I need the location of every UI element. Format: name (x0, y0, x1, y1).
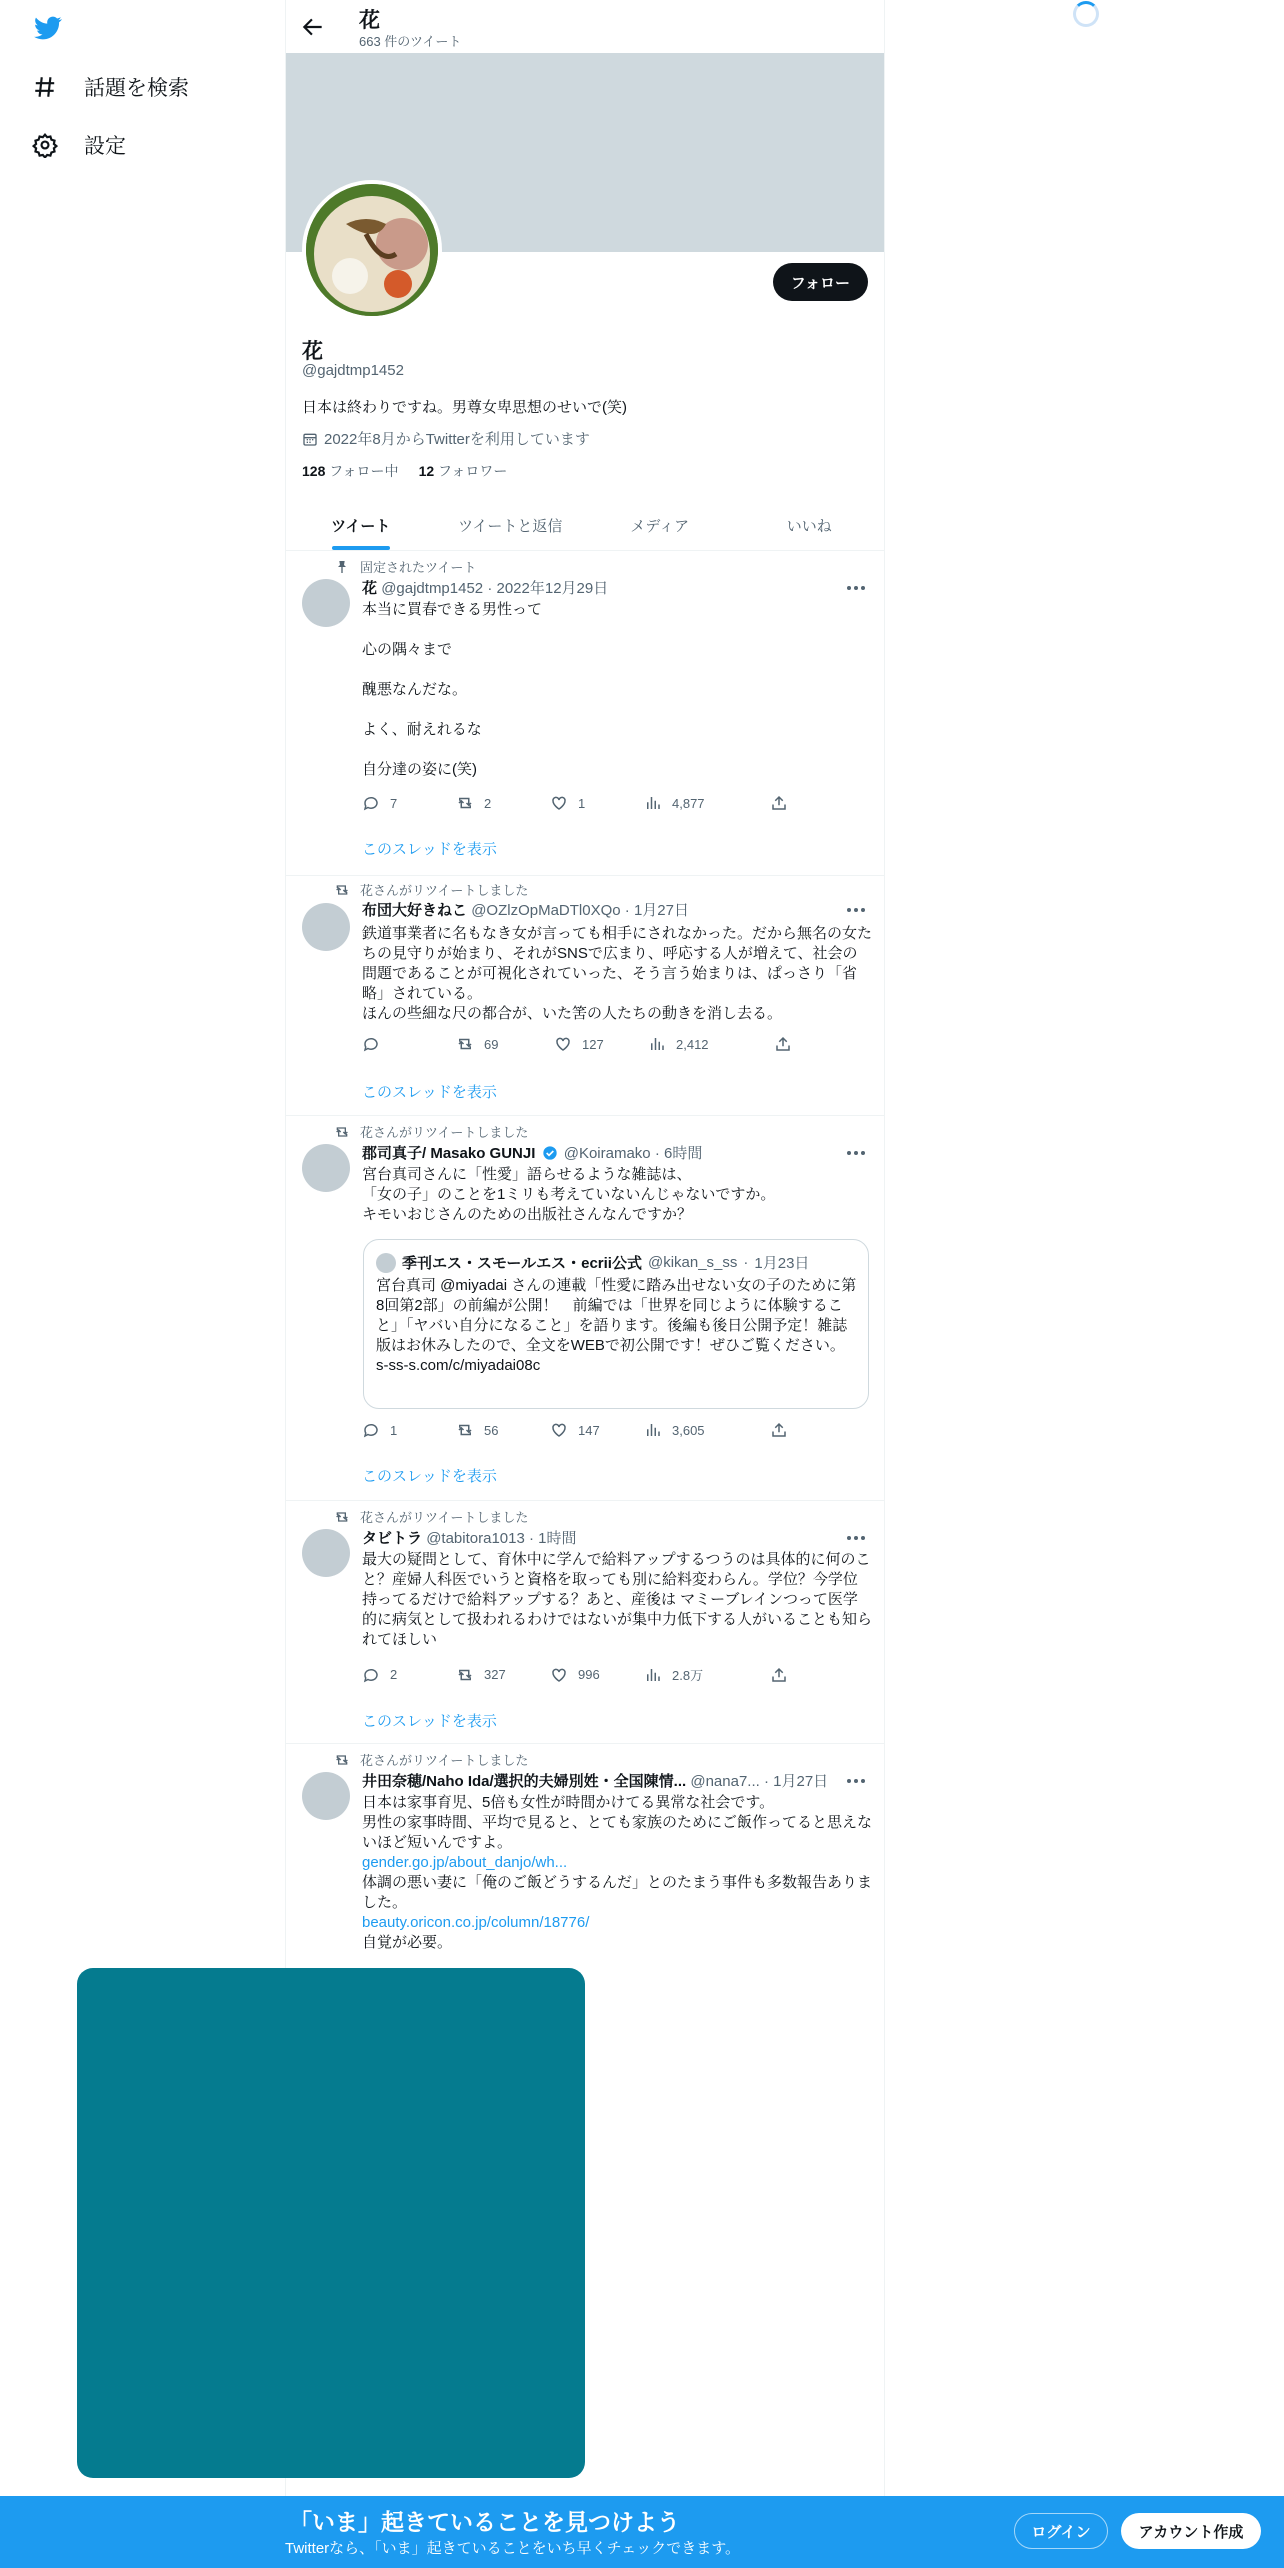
retweet-button[interactable] (456, 1665, 550, 1684)
heart-icon (550, 794, 568, 812)
avatar[interactable] (302, 1772, 350, 1820)
more-icon[interactable] (846, 907, 866, 913)
like-count: 127 (582, 1036, 604, 1052)
following-count: 128 (302, 463, 326, 479)
tweet-author-name[interactable]: 井田奈穂/Naho Ida/選択的夫婦別姓・全国陳情... (362, 1773, 687, 1790)
tweet-link[interactable]: beauty.oricon.co.jp/column/18776/ (362, 1914, 590, 1931)
reply-icon (362, 794, 380, 812)
like-button[interactable] (550, 1421, 644, 1439)
reply-count: 2 (390, 1667, 398, 1682)
tweet-author-handle[interactable]: @Koiramako (563, 1145, 651, 1162)
quoted-tweet-text: 宮台真司 @miyadai さんの連載「性愛に踏み出せない女の子のために第8回第2部」の前編が公開！ 前編では「世界を同じように体験すること」「ヤバい自分になること」を語ります。後編も後日公開予定！雑誌版はお休みしたので、全文をWEBで初公開です！ぜひご覧ください。 s-ss-s.com/c/miyadai08c (376, 1277, 857, 1374)
gear-icon (32, 132, 58, 158)
tweet-text-part: 日本は家事育児、5倍も女性が時間かけてる異常な社会です。 男性の家事時間、平均で見ると、とても家族のためにご飯作ってると思えないほど短いんですよ。 (362, 1794, 873, 1851)
tweet-author-handle[interactable]: @OZlzOpMaDTl0XQo (471, 902, 621, 919)
avatar[interactable] (302, 1144, 350, 1192)
following-link[interactable] (302, 461, 399, 481)
view-count: 4,877 (672, 795, 705, 811)
tweet-text: 最大の疑問として、育休中に学んで給料アップするつうのは具体的に何のこと？産婦人科医でいうと資格を取っても別に給料変わらん。学位？今学位持ってるだけで給料アップする？あと、産後は マミーブレインつって医学的に病気として扱われるわけではないが集中力低下する人がいることも知られてほしい (362, 1551, 873, 1648)
tweet-author-name[interactable]: 郡司真子/ Masako GUNJI (362, 1145, 536, 1162)
share-button[interactable] (774, 1035, 868, 1053)
tweet-time[interactable]: 2022年12月29日 (496, 580, 609, 597)
tweet-author-name[interactable]: 布団大好きねこ (362, 902, 468, 919)
heart-icon (554, 1035, 572, 1053)
retweet-icon (334, 882, 350, 898)
tweet-actions (362, 1665, 864, 1684)
tweet-separator: · (529, 1530, 534, 1547)
calendar-icon (302, 431, 318, 447)
reply-button[interactable] (362, 794, 456, 812)
bottom-bar-subline: Twitterなら、「いま」起きていることをいち早くチェックできます。 (285, 2540, 741, 2557)
tweet-context-text: 花さんがリツイートしました (360, 883, 529, 898)
views-icon (644, 1666, 662, 1684)
nav-settings[interactable] (32, 130, 126, 160)
tweet-text-part: 自覚が必要。 (362, 1934, 453, 1951)
reply-button[interactable] (362, 1665, 456, 1684)
tweet-retweet[interactable] (286, 1501, 884, 1744)
tweet-context (360, 1122, 528, 1141)
reply-button[interactable] (362, 1421, 456, 1439)
tweet-media-image[interactable] (77, 1968, 585, 2478)
more-icon[interactable] (846, 1778, 866, 1784)
view-count: 3,605 (672, 1422, 705, 1438)
share-icon (774, 1035, 792, 1053)
retweet-icon (334, 1124, 350, 1140)
tweet-pinned[interactable] (286, 551, 884, 876)
quoted-tweet-header (376, 1252, 809, 1273)
retweet-button[interactable] (456, 1421, 550, 1439)
nav-explore-label: 話題を検索 (84, 77, 189, 100)
tweet-context (360, 880, 528, 899)
tweet-separator: · (654, 1145, 660, 1162)
profile-handle: @gajdtmp1452 (302, 362, 404, 379)
followers-label: フォロワー (438, 463, 508, 479)
retweet-count: 2 (484, 795, 492, 811)
signup-bottom-bar (0, 2496, 1284, 2568)
tweet-link[interactable]: gender.go.jp/about_danjo/wh... (362, 1854, 568, 1871)
tweet-author-name[interactable]: タビトラ (362, 1530, 423, 1547)
profile-bio: 日本は終わりですね。男尊女卑思想のせいで(笑) (302, 399, 627, 416)
twitter-logo-icon[interactable] (32, 14, 64, 42)
tweet-separator: · (624, 902, 630, 919)
profile-avatar[interactable] (302, 180, 442, 320)
tweet-text (362, 1793, 872, 1953)
retweet-icon (334, 1752, 350, 1768)
like-button[interactable] (550, 1665, 644, 1684)
view-count: 2,412 (676, 1036, 709, 1052)
tweet-time[interactable]: 6時間 (664, 1145, 703, 1162)
reply-count: 1 (390, 1422, 398, 1438)
tweet-context (360, 1507, 528, 1526)
like-count: 996 (578, 1667, 600, 1682)
tweet-context (360, 557, 476, 576)
retweet-count: 327 (484, 1667, 506, 1682)
retweet-icon (456, 1035, 474, 1053)
views-button[interactable] (644, 1665, 770, 1684)
profile-joined (302, 428, 590, 449)
heart-icon (550, 1421, 568, 1439)
views-button[interactable] (644, 1421, 770, 1439)
more-icon[interactable] (846, 1150, 866, 1156)
share-icon (770, 794, 788, 812)
tweet-author-handle[interactable]: @tabitora1013 (426, 1530, 525, 1547)
pin-icon (334, 559, 350, 575)
profile-tabs (286, 500, 884, 551)
more-icon[interactable] (846, 1535, 866, 1541)
views-button[interactable] (644, 794, 770, 812)
profile-header-bar (286, 0, 884, 53)
login-button[interactable]: ログイン (1014, 2513, 1108, 2549)
show-thread-link[interactable]: このスレッドを表示 (362, 1713, 497, 1730)
tweet-time[interactable]: 1月27日 (633, 902, 689, 919)
tweet-context-text: 固定されたツイート (360, 560, 477, 575)
quoted-author-handle: @kikan_s_ss (647, 1254, 738, 1271)
signup-button[interactable]: アカウント作成 (1121, 2513, 1261, 2549)
tweet-context-text: 花さんがリツイートしました (360, 1125, 529, 1140)
share-button[interactable] (770, 1665, 864, 1684)
followers-count: 12 (418, 463, 435, 479)
tweet-author-handle[interactable]: @nana7... (690, 1773, 760, 1790)
tweet-retweet[interactable] (286, 1116, 884, 1501)
verified-badge-icon (542, 1145, 558, 1161)
tweet-actions (362, 1035, 868, 1053)
profile-name: 花 (302, 340, 323, 363)
tweet-text: 宮台真司さんに「性愛」語らせるような雑誌は、 「女の子」のことを1ミリも考えていないんじゃないですか。 キモいおじさんのための出版社さんなんですか？ (362, 1166, 776, 1223)
view-count: 2.8万 (672, 1668, 704, 1683)
retweet-icon (334, 1509, 350, 1525)
tweet-retweet[interactable] (286, 876, 884, 1116)
hashtag-icon (32, 74, 58, 100)
retweet-icon (456, 1421, 474, 1439)
quoted-author-name: 季刊エス・スモールエス・ecrii公式 (402, 1255, 642, 1272)
like-button[interactable] (554, 1035, 648, 1053)
quoted-tweet[interactable] (363, 1239, 869, 1409)
tweet-separator: · (743, 1254, 749, 1271)
ramen-photo (306, 184, 438, 316)
tweet-actions (362, 794, 864, 812)
show-thread-link[interactable]: このスレッドを表示 (362, 1468, 497, 1485)
like-count: 147 (578, 1422, 600, 1438)
nav-settings-label: 設定 (84, 135, 126, 158)
profile-stats (302, 461, 507, 481)
more-icon[interactable] (846, 585, 866, 591)
tweet-actions (362, 1421, 864, 1439)
tweet-header (362, 899, 689, 920)
avatar[interactable] (302, 579, 350, 627)
tweet-author-name[interactable]: 花 (362, 580, 378, 597)
tweet-text-part: 体調の悪い妻に「俺のご飯どうするんだ」とのたまう事件も多数報告ありました。 (362, 1874, 873, 1911)
reply-icon (362, 1666, 380, 1684)
reply-button[interactable] (362, 1035, 456, 1053)
like-button[interactable] (550, 794, 644, 812)
like-count: 1 (578, 795, 586, 811)
tweet-context-text: 花さんがリツイートしました (360, 1510, 529, 1525)
share-icon (770, 1666, 788, 1684)
avatar[interactable] (302, 1529, 350, 1577)
retweet-count: 69 (484, 1036, 499, 1052)
tweet-separator: · (763, 1773, 769, 1790)
back-arrow-icon[interactable] (300, 14, 326, 40)
show-thread-link[interactable]: このスレッドを表示 (362, 841, 497, 858)
tab-tweets[interactable]: ツイート (286, 500, 436, 550)
views-button[interactable] (648, 1035, 774, 1053)
tweet-header (362, 1527, 577, 1548)
retweet-button[interactable] (456, 794, 550, 812)
tweet-context (360, 1750, 528, 1769)
show-thread-link[interactable]: このスレッドを表示 (362, 1084, 497, 1101)
views-icon (644, 1421, 662, 1439)
avatar (376, 1253, 396, 1273)
nav-explore[interactable] (32, 72, 189, 102)
header-tweet-count: 663 件のツイート (359, 34, 462, 49)
follow-button[interactable]: フォロー (773, 263, 868, 301)
tweet-time[interactable]: 1月27日 (773, 1773, 829, 1790)
tweet-text: 本当に買春できる男性って 心の隅々まで 醜悪なんだな。 よく、耐えれるな 自分達の姿に(笑) (362, 601, 543, 778)
loading-spinner-icon (1073, 1, 1099, 27)
tweet-header (362, 1770, 828, 1791)
tweet-separator: · (487, 580, 493, 597)
share-icon (770, 1421, 788, 1439)
tab-tweets-replies[interactable]: ツイートと返信 (458, 517, 563, 535)
reply-icon (362, 1421, 380, 1439)
tweet-text: 鉄道事業者に名もなき女が言っても相手にされなかった。だから無名の女たちの見守りが始まり、それがSNSで広まり、呼応する人が増えて、社会の問題であることが可視化されていった、そう言う始まりは、ぱっさり「省略」されている。 ほんの些細な尺の都合が、いた筈の人たちの動きを消し去る。 (362, 925, 873, 1022)
reply-icon (362, 1035, 380, 1053)
tab-media[interactable]: メディア (630, 517, 690, 535)
share-button[interactable] (770, 1421, 864, 1439)
reply-count: 7 (390, 795, 398, 811)
bottom-bar-headline: 「いま」起きていることを見つけよう (289, 2509, 680, 2535)
quoted-time: 1月23日 (754, 1255, 810, 1272)
retweet-count: 56 (484, 1422, 499, 1438)
views-icon (648, 1035, 666, 1053)
tweet-header (362, 1142, 702, 1163)
profile-joined-text: 2022年8月からTwitterを利用しています (324, 431, 590, 448)
tweet-time[interactable]: 1時間 (538, 1530, 577, 1547)
tweet-author-handle[interactable]: @gajdtmp1452 (381, 580, 484, 597)
avatar[interactable] (302, 903, 350, 951)
retweet-icon (456, 794, 474, 812)
share-button[interactable] (770, 794, 864, 812)
views-icon (644, 794, 662, 812)
followers-link[interactable] (419, 461, 508, 481)
tab-likes[interactable]: いいね (786, 517, 832, 535)
tweet-context-text: 花さんがリツイートしました (360, 1753, 529, 1768)
header-name: 花 (359, 9, 380, 32)
tweet-header (362, 577, 608, 598)
retweet-button[interactable] (456, 1035, 554, 1053)
retweet-icon (456, 1666, 474, 1684)
heart-icon (550, 1666, 568, 1684)
following-label: フォロー中 (329, 463, 399, 479)
